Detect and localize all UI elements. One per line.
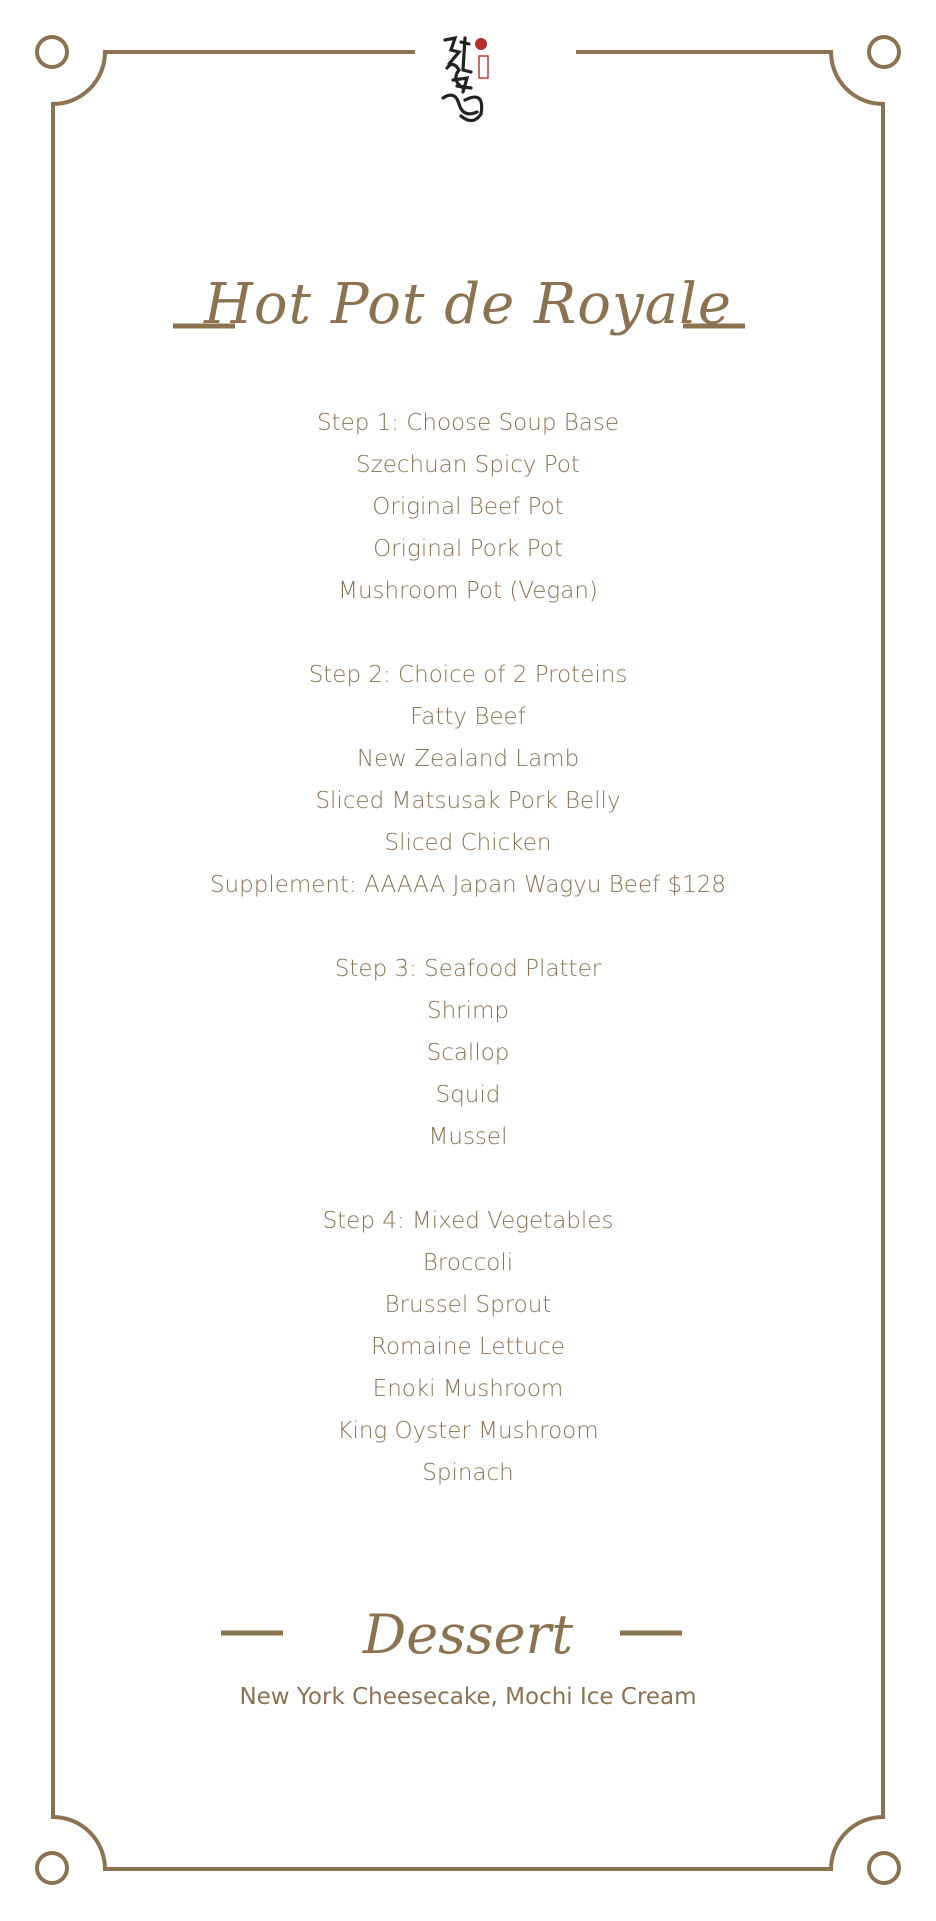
- dessert-title: Dessert: [362, 1603, 574, 1666]
- section-heading: Step 2: Choice of 2 Proteins: [308, 662, 628, 688]
- menu-item: Mussel: [428, 1124, 508, 1150]
- menu-item: Original Pork Pot: [373, 536, 563, 562]
- section-heading: Step 3: Seafood Platter: [334, 956, 602, 982]
- menu-item: Squid: [435, 1082, 501, 1108]
- corner-circle-bottom-left: [37, 1853, 67, 1883]
- section-proteins: [0, 654, 936, 906]
- menu-item: Broccoli: [422, 1250, 514, 1276]
- menu-item: Scallop: [426, 1040, 510, 1066]
- menu-item: Fatty Beef: [410, 704, 526, 730]
- menu-item: King Oyster Mushroom: [337, 1418, 599, 1444]
- corner-circle-bottom-right: [869, 1853, 899, 1883]
- section-heading: Step 4: Mixed Vegetables: [322, 1208, 614, 1234]
- menu-item: Shrimp: [426, 998, 510, 1024]
- menu-item: Sliced Chicken: [384, 830, 552, 856]
- menu-item: New Zealand Lamb: [356, 746, 580, 772]
- section-vegetables: [0, 1200, 936, 1494]
- section-heading: Step 1: Choose Soup Base: [316, 410, 620, 436]
- dessert-items: New York Cheesecake, Mochi Ice Cream: [239, 1684, 697, 1710]
- corner-circle-top-right: [869, 37, 899, 67]
- corner-circle-top-left: [37, 37, 67, 67]
- menu-item-supplement: Supplement: AAAAA Japan Wagyu Beef $128: [209, 872, 727, 898]
- menu-item: Spinach: [422, 1460, 514, 1486]
- section-soup-base: [0, 402, 936, 612]
- menu-title: Hot Pot de Royale: [203, 272, 733, 337]
- menu-sections: [0, 402, 936, 1536]
- menu-item: Enoki Mushroom: [372, 1376, 564, 1402]
- menu-item: Mushroom Pot (Vegan): [338, 578, 598, 604]
- logo: [433, 30, 503, 130]
- menu-item: Brussel Sprout: [384, 1292, 552, 1318]
- menu-item: Szechuan Spicy Pot: [356, 452, 580, 478]
- menu-item: Original Beef Pot: [372, 494, 564, 520]
- menu-item: Sliced Matsusak Pork Belly: [315, 788, 621, 814]
- calligraphy-logo-icon: [433, 30, 503, 130]
- menu-item: Romaine Lettuce: [371, 1334, 565, 1360]
- section-seafood: [0, 948, 936, 1158]
